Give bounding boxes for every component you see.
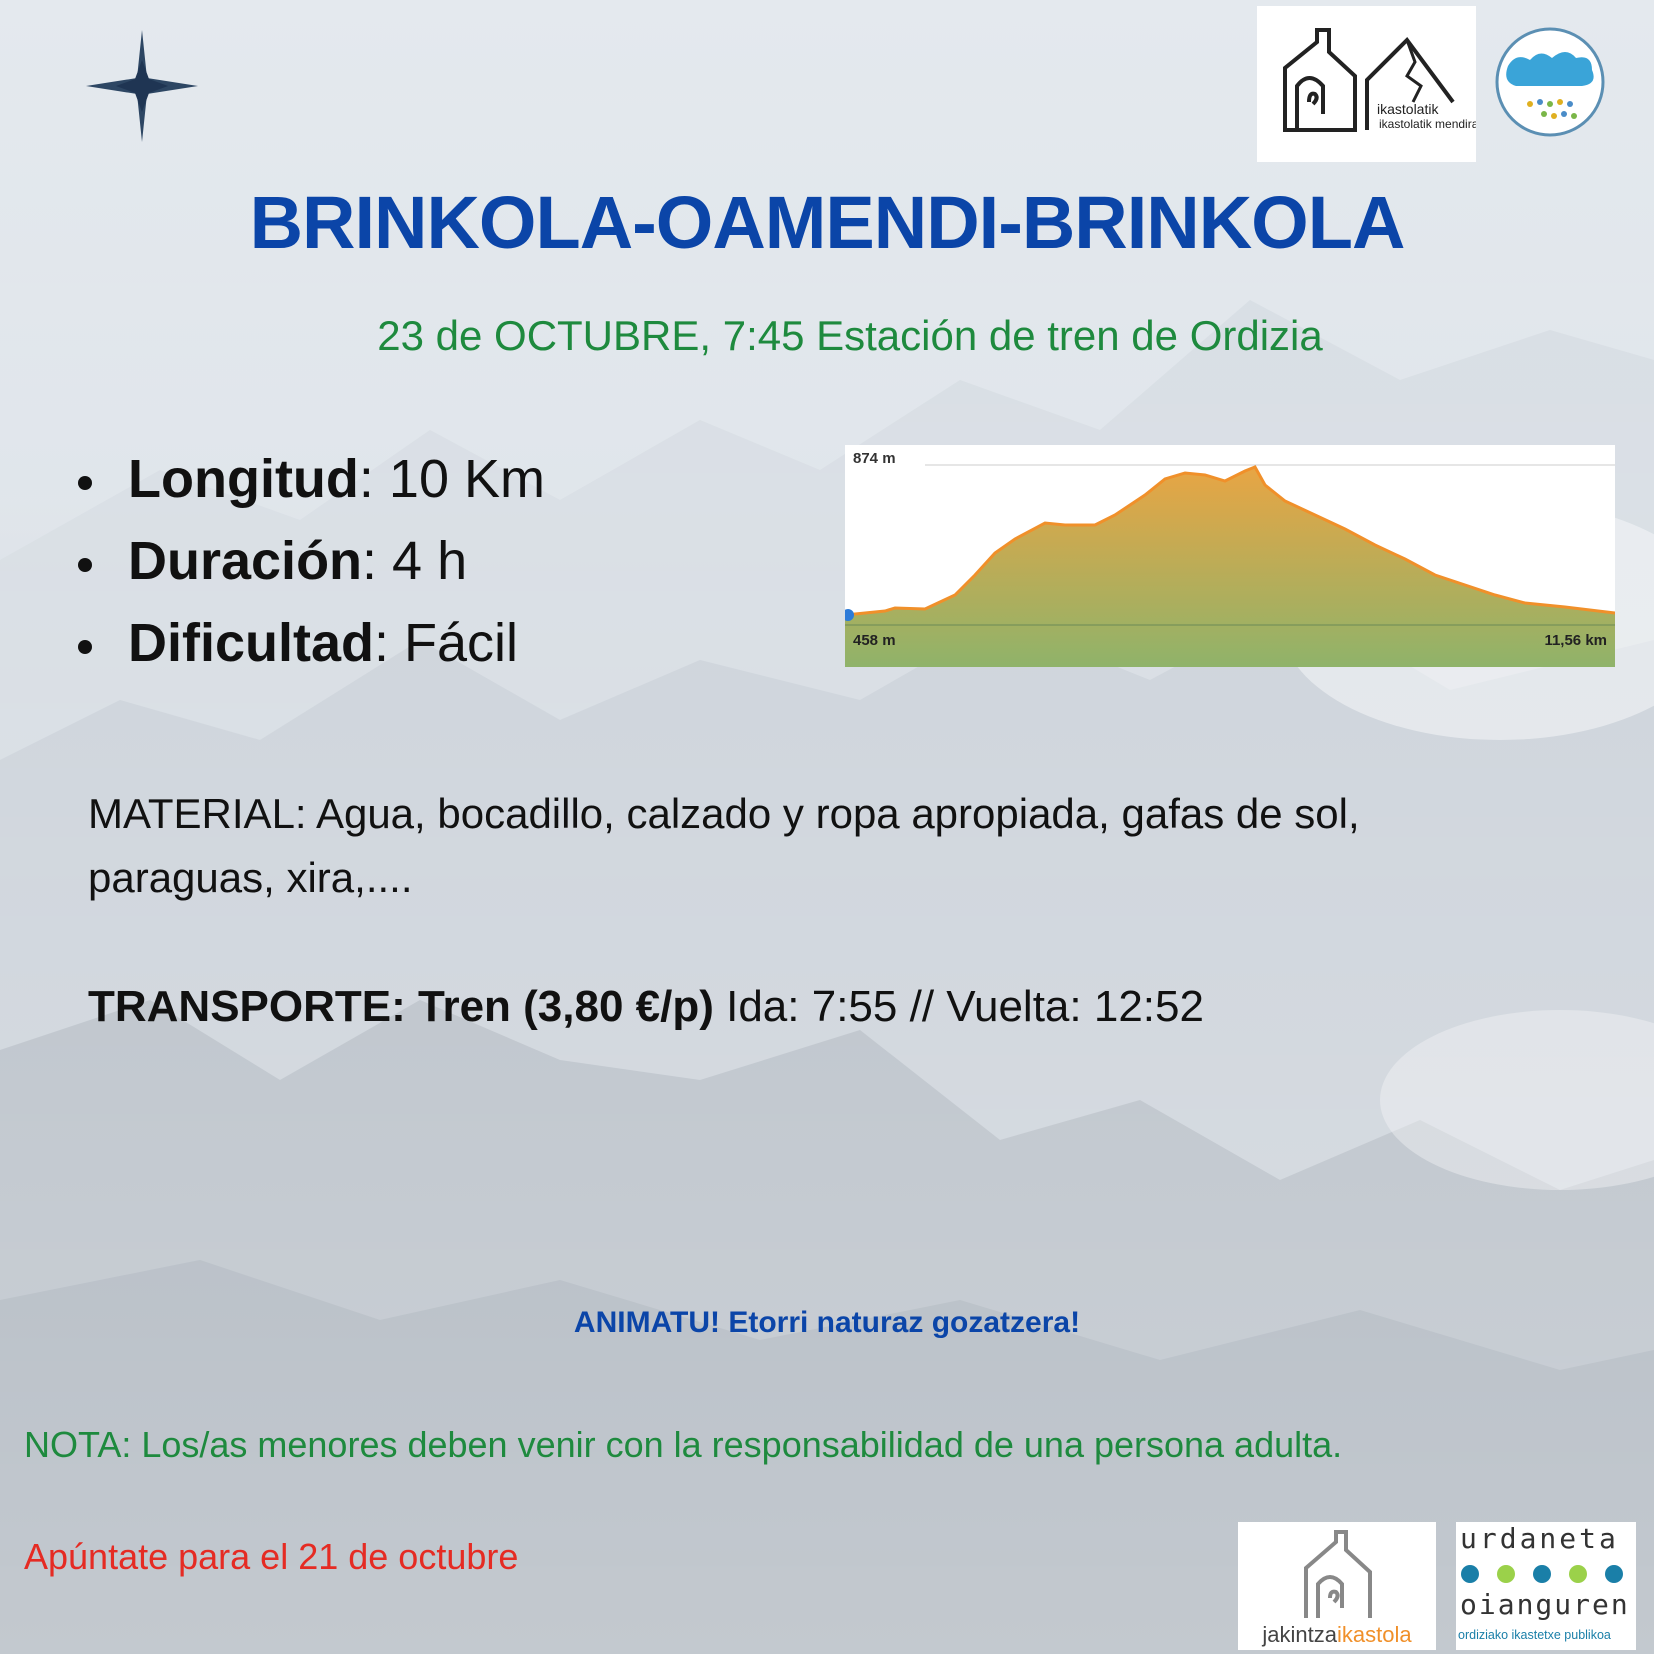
transport-detail: Ida: 7:55 // Vuelta: 12:52 [713,982,1204,1031]
jakintza-ikastola-text: jakintzaikastola [1262,1622,1412,1647]
min-elevation-label: 458 m [853,632,896,649]
ikastolatik-mendira-logo [1257,6,1476,162]
fact-duracion [70,520,545,602]
bullet-icon [78,476,92,490]
dots-icon [1460,1562,1632,1586]
circle-logo [1494,26,1606,138]
ordiziako-text: ordiziako ikastetxe publikoa [1458,1628,1611,1642]
route-facts-list [70,438,545,684]
bullet-icon [78,558,92,572]
fact-label: Longitud [128,449,359,509]
material-text: MATERIAL: Agua, bocadillo, calzado y ropa apropiada, gafas de sol, paraguas, xira,.... [88,790,1360,901]
house-mountain-icon [1257,6,1476,162]
event-date-location: 23 de OCTUBRE, 7:45 Estación de tren de Ordizia [377,312,1323,359]
fact-value: : 4 h [362,531,468,591]
jakintza-ikastola-logo [1238,1522,1436,1650]
bullet-icon [78,640,92,654]
star-icon [86,30,198,142]
oianguren-text: oianguren [1460,1588,1630,1621]
elevation-profile [845,445,1615,667]
fact-label: Duración [128,531,363,591]
transport-text [88,982,1204,1032]
max-elevation-label: 874 m [853,450,896,467]
page-title: BRINKOLA-OAMENDI-BRINKOLA [249,181,1405,264]
animatu-text: ANIMATU! Etorri naturaz gozatzera! [573,1306,1081,1339]
fact-value: : 10 Km [358,449,545,509]
signup-deadline-text: Apúntate para el 21 de octubre [24,1536,519,1577]
ikastolatik-text: ikastolatik [1377,101,1439,117]
fact-value: : Fácil [374,613,519,673]
fact-label: Dificultad [128,613,375,673]
elevation-area [845,467,1615,667]
elevation-profile-chart [845,445,1615,667]
transport-label: TRANSPORTE: Tren (3,80 €/p) [88,982,714,1031]
fact-longitud [70,438,545,520]
nota-text: NOTA: Los/as menores deben venir con la responsabilidad de una persona adulta. [24,1424,1343,1465]
urdaneta-text: urdaneta [1460,1522,1619,1555]
fact-dificultad [70,602,545,684]
jakintza-house-icon [1238,1522,1436,1622]
svg-text:ikastolatik mendira.: ikastolatik mendira. [1379,117,1476,131]
urdaneta-oianguren-logo [1456,1522,1636,1650]
distance-label: 11,56 km [1544,632,1607,649]
